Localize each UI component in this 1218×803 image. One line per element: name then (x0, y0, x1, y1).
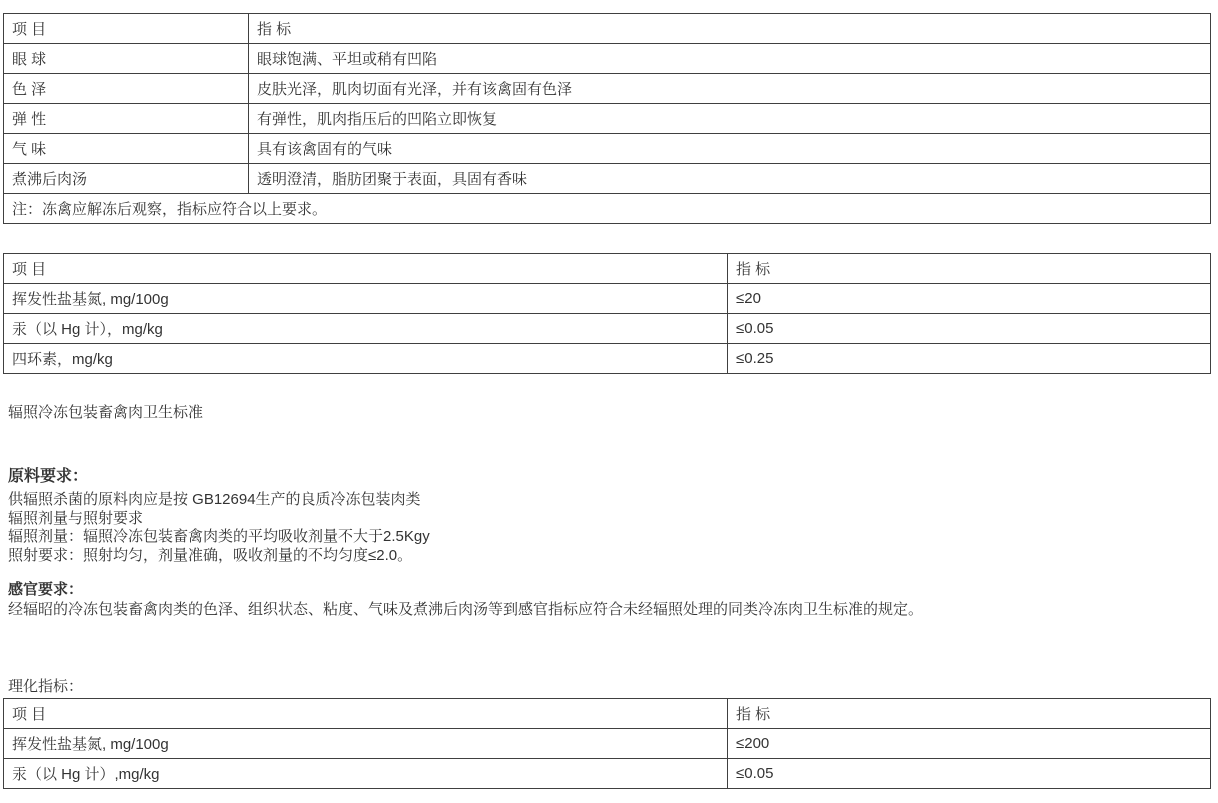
paragraph-line: 辐照剂量：辐照冷冻包装畜禽肉类的平均吸收剂量不大于2.5Kgy (8, 528, 430, 546)
paragraph-line: 照射要求：照射均匀，剂量准确，吸收剂量的不均匀度≤2.0。 (8, 546, 413, 564)
physchem-table-2 (3, 698, 1211, 789)
item-cell: 煮沸后肉汤 (4, 164, 249, 194)
table-note-row (4, 194, 1211, 224)
header-item-cell: 项 目 (4, 14, 249, 44)
indicator-cell: 透明澄清，脂肪团聚于表面，具固有香味 (249, 164, 1211, 194)
header-item-cell: 项 目 (4, 699, 728, 729)
table-row (4, 104, 1211, 134)
item-cell: 色 泽 (4, 74, 249, 104)
physchem-label: 理化指标： (8, 678, 84, 696)
item-cell: 挥发性盐基氮, mg/100g (4, 729, 728, 759)
indicator-cell: ≤200 (728, 729, 1211, 759)
item-cell: 挥发性盐基氮, mg/100g (4, 284, 728, 314)
indicator-cell: 具有该禽固有的气味 (249, 134, 1211, 164)
table-row (4, 344, 1211, 374)
header-item-cell: 项 目 (4, 254, 728, 284)
sensory-req-heading: 感官要求： (8, 581, 84, 599)
sensory-req-text: 经辐昭的冷冻包装畜禽肉类的色泽、组织状态、粘度、气味及煮沸后肉汤等到感官指标应符合未经辐照处理的同类冷冻肉卫生标准的规定。 (8, 601, 924, 619)
table-row (4, 74, 1211, 104)
item-cell: 气 味 (4, 134, 249, 164)
indicator-cell: 眼球饱满、平坦或稍有凹陷 (249, 44, 1211, 74)
table-row (4, 164, 1211, 194)
indicator-cell: ≤0.25 (728, 344, 1211, 374)
header-indicator-cell: 指 标 (728, 254, 1211, 284)
paragraph-line: 辐照剂量与照射要求 (8, 509, 144, 527)
table-row (4, 44, 1211, 74)
table-row (4, 729, 1211, 759)
table-header-row (4, 699, 1211, 729)
item-cell: 四环素，mg/kg (4, 344, 728, 374)
table-row (4, 134, 1211, 164)
paragraph-line: 供辐照杀菌的原料肉应是按 GB12694生产的良质冷冻包装肉类 (8, 491, 421, 508)
physchem-table-1 (3, 253, 1211, 374)
item-cell: 汞（以 Hg 计）,mg/kg (4, 759, 728, 789)
item-cell: 眼 球 (4, 44, 249, 74)
table-header-row (4, 14, 1211, 44)
header-indicator-cell: 指 标 (249, 14, 1211, 44)
table-header-row (4, 254, 1211, 284)
indicator-cell: ≤0.05 (728, 314, 1211, 344)
raw-material-heading: 原料要求： (8, 468, 89, 485)
standard-title: 辐照冷冻包装畜禽肉卫生标准 (8, 404, 204, 421)
raw-material-paragraph (8, 491, 1218, 565)
table-row (4, 314, 1211, 344)
indicator-cell: 有弹性，肌肉指压后的凹陷立即恢复 (249, 104, 1211, 134)
indicator-cell: 皮肤光泽，肌肉切面有光泽，并有该禽固有色泽 (249, 74, 1211, 104)
item-cell: 汞（以 Hg 计），mg/kg (4, 314, 728, 344)
indicator-cell: ≤20 (728, 284, 1211, 314)
indicator-cell: ≤0.05 (728, 759, 1211, 789)
table-row (4, 284, 1211, 314)
header-indicator-cell: 指 标 (728, 699, 1211, 729)
table-row (4, 759, 1211, 789)
item-cell: 弹 性 (4, 104, 249, 134)
sensory-indicators-table (3, 13, 1211, 224)
note-cell: 注：冻禽应解冻后观察，指标应符合以上要求。 (4, 194, 1211, 224)
